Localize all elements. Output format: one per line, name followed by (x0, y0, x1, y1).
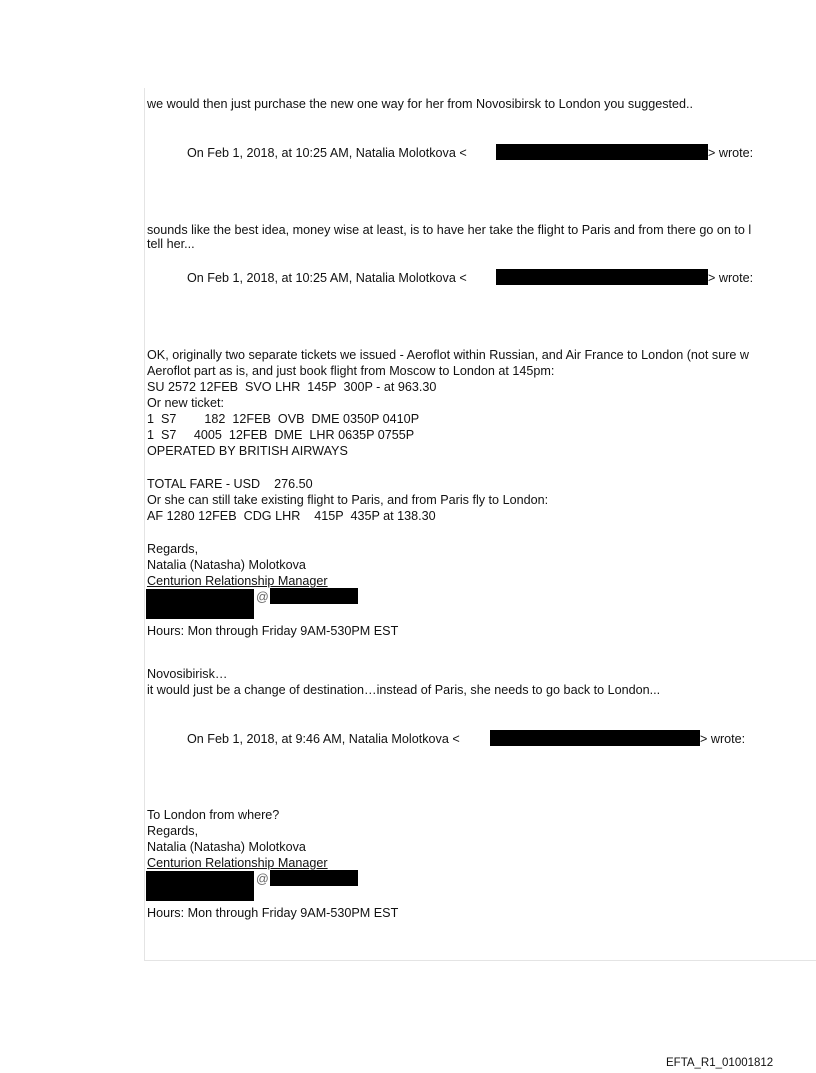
flight-line: 1 S7 4005 12FEB DME LHR 0635P 0755P (147, 428, 415, 442)
redaction-box (270, 870, 358, 886)
signature-regards: Regards, (147, 824, 199, 838)
quote-header-suffix: > wrote: (708, 271, 754, 285)
email-body-frame (144, 88, 816, 961)
email-at-sign: @ (256, 590, 269, 604)
quote-header-prefix: On Feb 1, 2018, at 10:25 AM, Natalia Molotkova < (187, 271, 467, 285)
email-line: Or new ticket: (147, 396, 224, 410)
redaction-box (496, 269, 708, 285)
signature-hours: Hours: Mon through Friday 9AM-530PM EST (147, 906, 399, 920)
email-line: sounds like the best idea, money wise at least, is to have her take the flight to Paris and from there go on to l (147, 223, 752, 237)
quote-header-suffix: > wrote: (700, 732, 746, 746)
signature-hours: Hours: Mon through Friday 9AM-530PM EST (147, 624, 399, 638)
email-line: Novosibirisk… (147, 667, 228, 681)
email-line: OK, originally two separate tickets we issued - Aeroflot within Russian, and Air France to London (not sure w (147, 348, 749, 362)
redaction-box (146, 589, 254, 619)
email-line: it would just be a change of destination…instead of Paris, she needs to go back to London... (147, 683, 661, 697)
email-line: To London from where? (147, 808, 280, 822)
flight-line: 1 S7 182 12FEB OVB DME 0350P 0410P (147, 412, 420, 426)
email-line: Aeroflot part as is, and just book flight from Moscow to London at 145pm: (147, 364, 555, 378)
quote-header-suffix: > wrote: (708, 146, 754, 160)
signature-title: Centurion Relationship Manager (147, 856, 328, 870)
redaction-box (490, 730, 700, 746)
flight-line: AF 1280 12FEB CDG LHR 415P 435P at 138.30 (147, 509, 436, 523)
quote-header-prefix: On Feb 1, 2018, at 9:46 AM, Natalia Molotkova < (187, 732, 460, 746)
fare-total: TOTAL FARE - USD 276.50 (147, 477, 313, 491)
signature-title: Centurion Relationship Manager (147, 574, 328, 588)
email-at-sign: @ (256, 872, 269, 886)
email-line: we would then just purchase the new one way for her from Novosibirsk to London you suggested.. (147, 97, 694, 111)
signature-regards: Regards, (147, 542, 199, 556)
quote-header-prefix: On Feb 1, 2018, at 10:25 AM, Natalia Molotkova < (187, 146, 467, 160)
signature-name: Natalia (Natasha) Molotkova (147, 558, 306, 572)
email-line: OPERATED BY BRITISH AIRWAYS (147, 444, 348, 458)
signature-name: Natalia (Natasha) Molotkova (147, 840, 306, 854)
email-line: Or she can still take existing flight to Paris, and from Paris fly to London: (147, 493, 549, 507)
document-id: EFTA_R1_01001812 (666, 1057, 774, 1069)
email-line: tell her... (147, 237, 195, 251)
redaction-box (496, 144, 708, 160)
redaction-box (270, 588, 358, 604)
flight-line: SU 2572 12FEB SVO LHR 145P 300P - at 963.30 (147, 380, 437, 394)
redaction-box (146, 871, 254, 901)
